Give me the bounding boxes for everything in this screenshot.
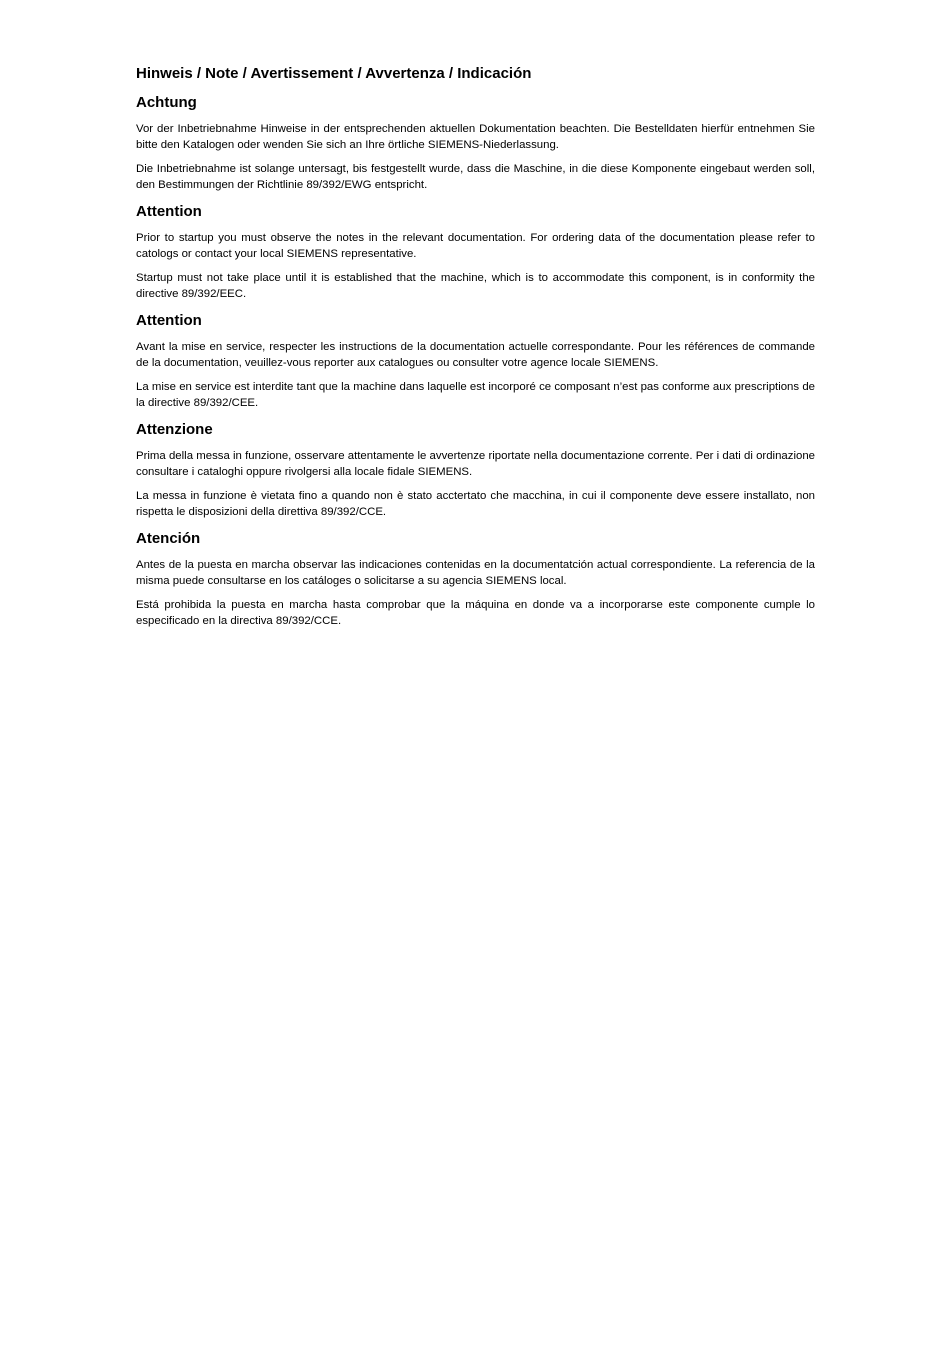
section-paragraph: Avant la mise en service, respecter les instructions de la documentation actuelle correspondante. Pour les références de commande de la documentation, veuillez-vous reporter aux catalogues ou consulter votre agence locale SIEMENS. [136,341,815,369]
section-paragraph: Está prohibida la puesta en marcha hasta comprobar que la máquina en donde va a incorporarse este componente cumple lo especificado en la directiva 89/392/CCE. [136,599,815,627]
section-paragraph: La messa in funzione è vietata fino a quando non è stato acctertato che macchina, in cui il componente deve essere installato, non rispetta le disposizioni della direttiva 89/392/CCE. [136,490,815,518]
section-heading: Attenzione [136,421,213,438]
section-paragraph: Prima della messa in funzione, osservare attentamente le avvertenze riportate nella documentazione corrente. Per i dati di ordinazione consultare i cataloghi oppure rivolgersi alla locale fidale SIEMENS. [136,450,815,478]
section-paragraph: Vor der Inbetriebnahme Hinweise in der entsprechenden aktuellen Dokumentation beachten. Die Bestelldaten hierfür entnehmen Sie bitte den Katalogen oder wenden Sie sich an Ihre örtliche SIEMENS-Niederlassung. [136,123,815,151]
section-paragraph: Prior to startup you must observe the notes in the relevant documentation. For ordering data of the documentation please refer to catologs or contact your local SIEMENS representative. [136,232,815,260]
section-attenzione [136,420,815,520]
section-achtung [136,93,815,193]
section-atencion [136,529,815,629]
document-title: Hinweis / Note / Avertissement / Avvertenza / Indicación [136,65,532,82]
section-paragraph: La mise en service est interdite tant que la machine dans laquelle est incorporé ce composant n’est pas conforme aux prescriptions de la directive 89/392/CEE. [136,381,815,409]
document-page [136,64,815,638]
section-heading: Achtung [136,94,197,111]
section-attention-fr [136,311,815,411]
section-paragraph: Die Inbetriebnahme ist solange untersagt, bis festgestellt wurde, dass die Maschine, in die diese Komponente eingebaut werden soll, den Bestimmungen der Richtlinie 89/392/EWG entspricht. [136,163,815,191]
section-heading: Attention [136,203,202,220]
section-paragraph: Startup must not take place until it is established that the machine, which is to accommodate this component, is in conformity the directive 89/392/EEC. [136,272,815,300]
section-paragraph: Antes de la puesta en marcha observar las indicaciones contenidas en la documentatción actual correspondiente. La referencia de la misma puede consultarse en los catáloges o solicitarse a su agencia SIEMENS local. [136,559,815,587]
section-attention-en [136,202,815,302]
section-heading: Attention [136,312,202,329]
section-heading: Atención [136,530,201,547]
